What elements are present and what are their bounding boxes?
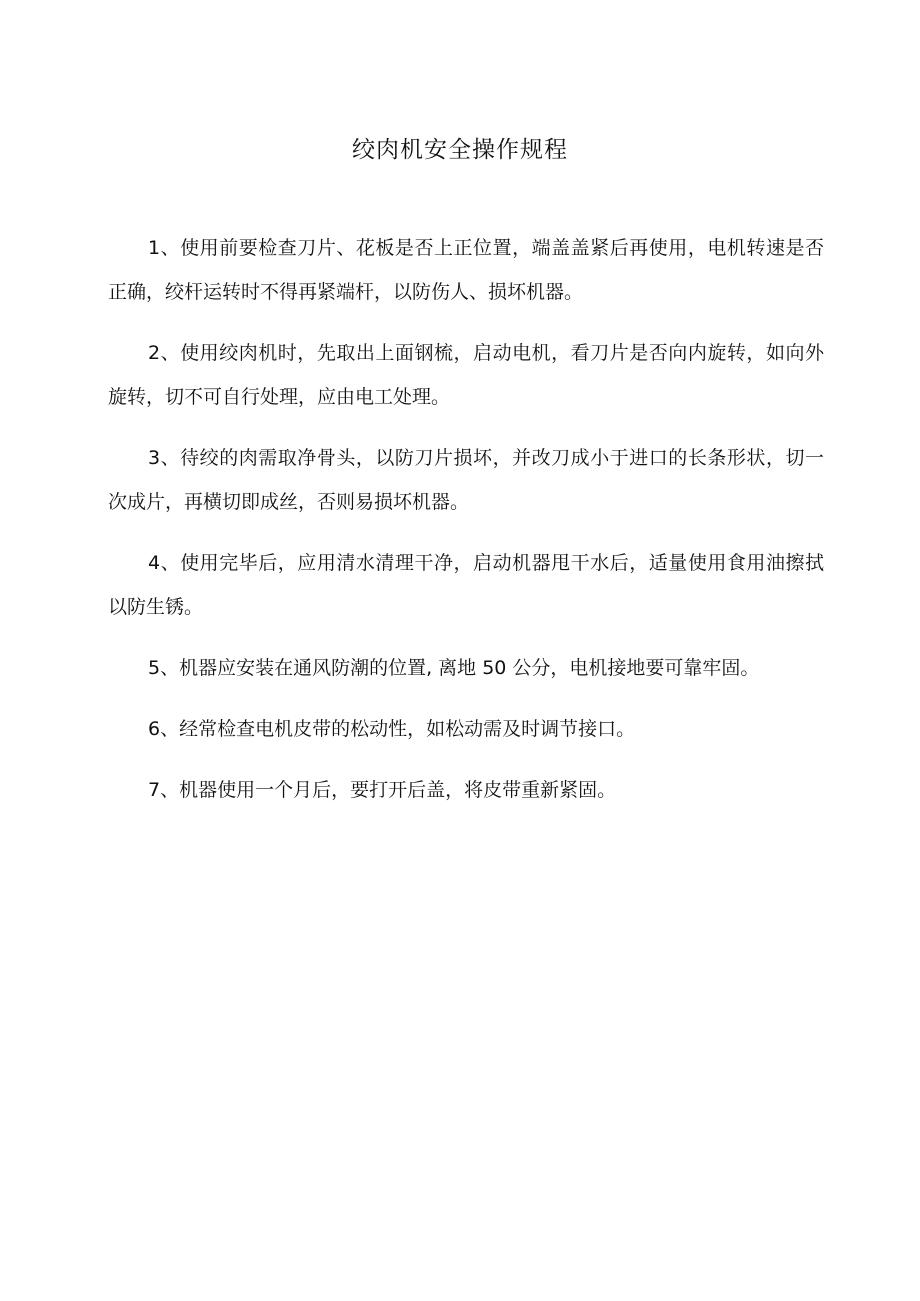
rule-paragraph-2: 2、使用绞肉机时，先取出上面钢梳，启动电机，看刀片是否向内旋转，如向外旋转，切不可自行处理，应由电工处理。 <box>108 342 824 408</box>
rule-paragraph-4: 4、使用完毕后，应用清水清理干净，启动机器甩干水后，适量使用食用油擦拭以防生锈。 <box>108 552 824 618</box>
document-body <box>108 226 824 829</box>
rule-paragraph-1: 1、使用前要检查刀片、花板是否上正位置，端盖盖紧后再使用，电机转速是否正确，绞杆运转时不得再紧端杆，以防伤人、损坏机器。 <box>108 237 824 303</box>
document-title: 绞肉机安全操作规程 <box>352 137 568 163</box>
rule-paragraph-3: 3、待绞的肉需取净骨头，以防刀片损坏，并改刀成小于进口的长条形状，切一次成片，再横切即成丝，否则易损坏机器。 <box>108 447 824 513</box>
rule-paragraph-6: 6、经常检查电机皮带的松动性，如松动需及时调节接口。 <box>148 718 636 740</box>
rule-paragraph-5: 5、机器应安装在通风防潮的位置, 离地 50 公分，电机接地要可靠牢固。 <box>148 657 760 679</box>
rule-paragraph-7: 7、机器使用一个月后，要打开后盖，将皮带重新紧固。 <box>148 779 617 801</box>
